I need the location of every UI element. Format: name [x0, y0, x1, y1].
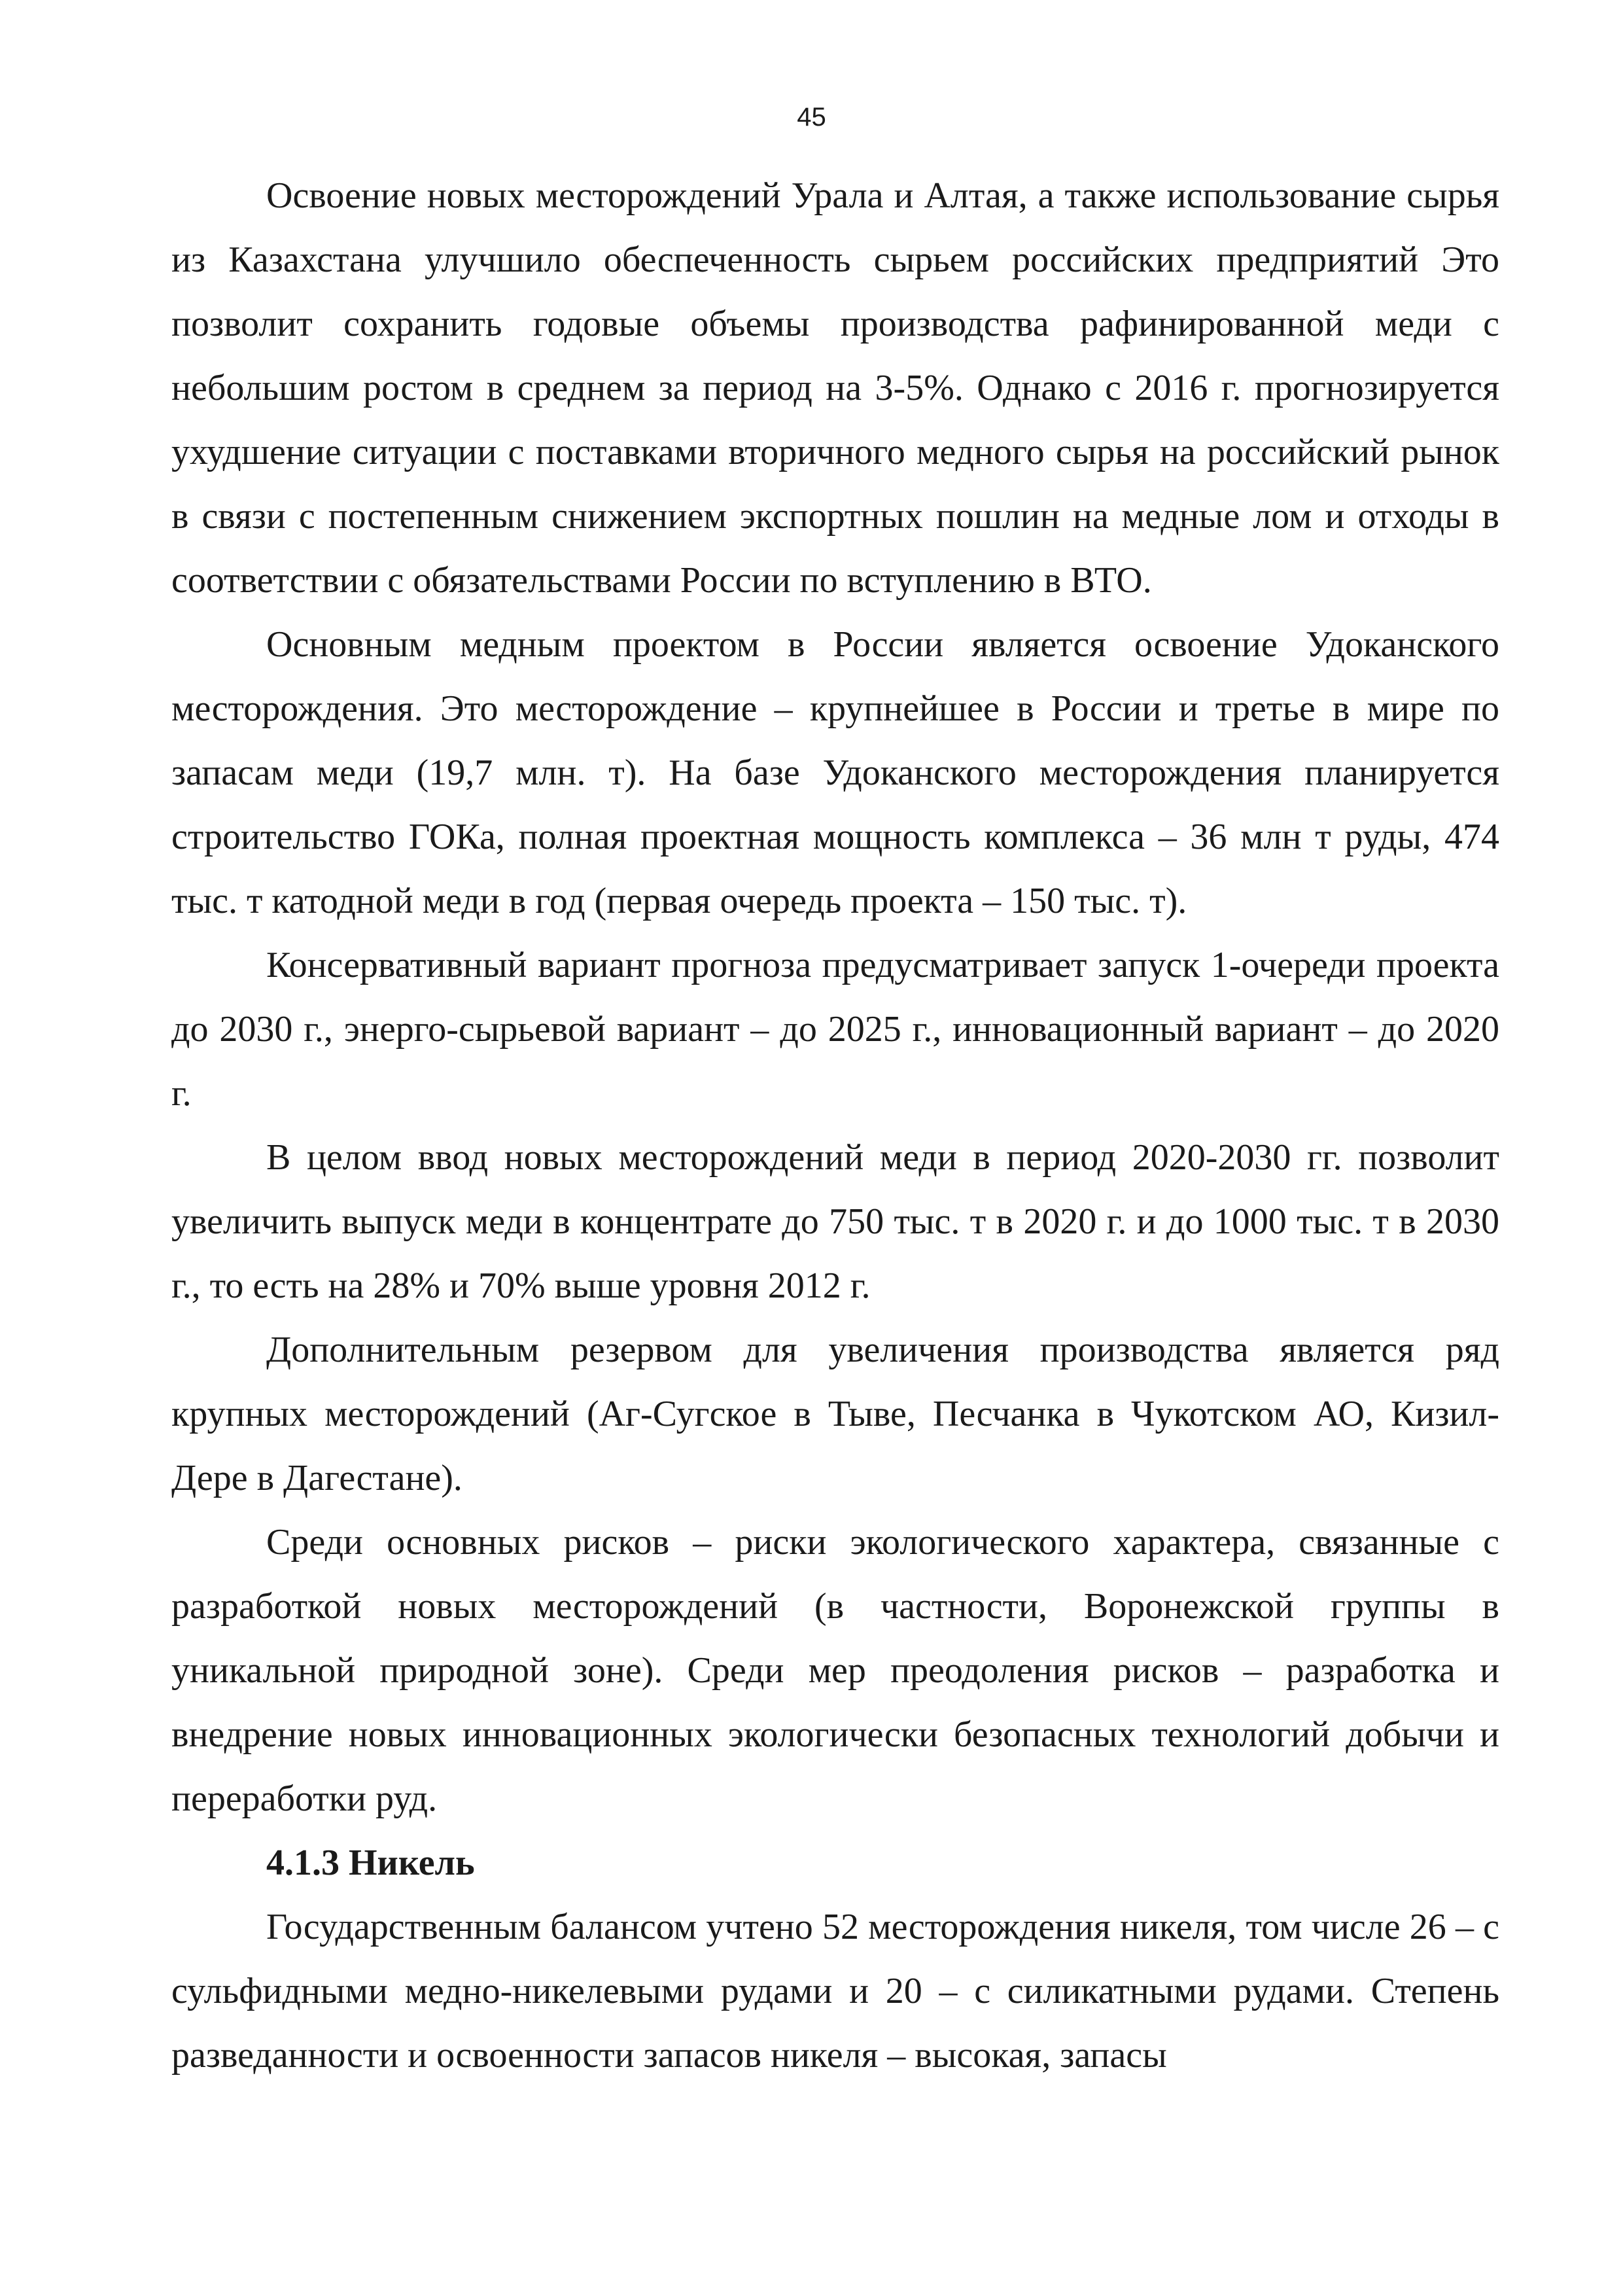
paragraph-forecast-variants: Консервативный вариант прогноза предусматривает запуск 1-очереди проекта до 2030 г., энерго-сырьевой вариант – до 2025 г., инновационный вариант – до 2020 г. [171, 945, 1499, 1114]
paragraph-urals-altai: Освоение новых месторождений Урала и Алтая, а также использование сырья из Казахстана улучшило обеспеченность сырьем российских предприятий Это позволит сохранить годовые объемы производства рафинированной меди с небольшим ростом в среднем за период на 3-5%. Однако с 2016 г. прогнозируется ухудшение ситуации с поставками вторичного медного сырья на российский рынок в связи с постепенным снижением экспортных пошлин на медные лом и отходы в соответствии с обязательствами России по вступлению в ВТО. [171, 175, 1499, 601]
paragraph-risks: Среди основных рисков – риски экологического характера, связанные с разработкой новых месторождений (в частности, Воронежской группы в уникальной природной зоне). Среди мер преодоления рисков – разработка и внедрение новых инновационных экологически безопасных технологий добычи и переработки руд. [171, 1522, 1499, 1819]
paragraph-nickel-balance: Государственным балансом учтено 52 месторождения никеля, том числе 26 – с сульфидными медно-никелевыми рудами и 20 – с силикатными рудами. Степень разведанности и освоенности запасов никеля – высокая, запасы [171, 1907, 1499, 2075]
paragraph-new-deposits-output: В целом ввод новых месторождений меди в период 2020-2030 гг. позволит увеличить выпуск меди в концентрате до 750 тыс. т в 2020 г. и до 1000 тыс. т в 2030 г., то есть на 28% и 70% выше уровня 2012 г. [171, 1137, 1499, 1306]
document-body [171, 164, 1499, 2087]
paragraph-additional-reserve: Дополнительным резервом для увеличения производства является ряд крупных месторождений (Аг-Сугское в Тыве, Песчанка в Чукотском АО, Кизил-Дере в Дагестане). [171, 1330, 1499, 1498]
page-number: 45 [797, 103, 826, 132]
section-heading-nickel: 4.1.3 Никель [266, 1843, 475, 1883]
paragraph-udokan-project: Основным медным проектом в России является освоение Удоканского месторождения. Это месторождение – крупнейшее в России и третье в мире по запасам меди (19,7 млн. т). На базе Удоканского месторождения планируется строительство ГОКа, полная проектная мощность комплекса – 36 млн т руды, 474 тыс. т катодной меди в год (первая очередь проекта – 150 тыс. т). [171, 624, 1499, 921]
